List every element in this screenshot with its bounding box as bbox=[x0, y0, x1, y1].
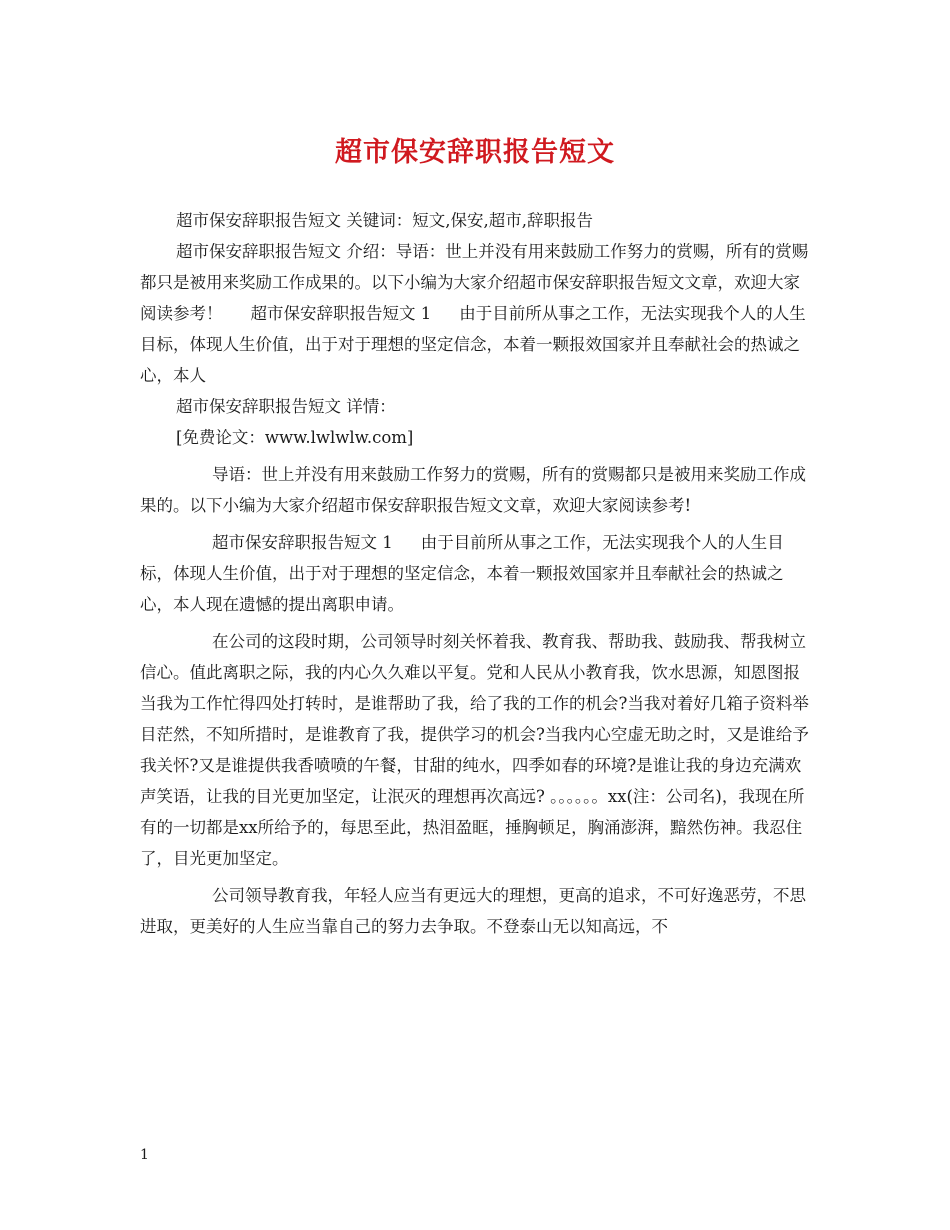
page-number: 1 bbox=[140, 1147, 149, 1163]
resignation-subtitle: 超市保安辞职报告短文 1 bbox=[212, 533, 393, 552]
paragraph-gratitude: 在公司的这段时期，公司领导时刻关怀着我、教育我、帮助我、鼓励我、帮我树立信心。值此离职之际，我的内心久久难以平复。党和人民从小教育我，饮水思源，知恩图报当我为工作忙得四处打转时，是谁帮助了我，给了我的工作的机会?当我对着好几箱子资料举目茫然，不知所措时，是谁教育了我，提供学习的机会?当我内心空虚无助之时，又是谁给予我关怀?又是谁提供我香喷喷的午餐，甘甜的纯水，四季如春的环境?是谁让我的身边充满欢声笑语，让我的目光更加坚定，让泯灭的理想再次高远? 。。。。。。xx(注：公司名)，我现在所有的一切都是xx所给予的，每思至此，热泪盈眶，捶胸顿足，胸涌澎湃，黯然伤神。我忍住了，目光更加坚定。 bbox=[140, 632, 809, 868]
detail-heading: 超市保安辞职报告短文 详情： bbox=[176, 397, 396, 416]
intro-paragraph bbox=[140, 236, 816, 391]
document-body bbox=[140, 205, 816, 942]
keywords-line: 超市保安辞职报告短文 关键词：短文,保安,超市,辞职报告 bbox=[176, 211, 593, 230]
intro-subtitle: 超市保安辞职报告短文 1 bbox=[250, 304, 432, 323]
document-title: 超市保安辞职报告短文 bbox=[335, 137, 615, 168]
intro-continuation: 由于目前所从事之工作，无法实现我个人的人生目标，体现人生价值，出于对于理想的坚定信念，本着一颗报效国家并且奉献社会的热诚之心，本人 bbox=[140, 304, 806, 385]
paragraph-intro: 导语：世上并没有用来鼓励工作努力的赏赐，所有的赏赐都只是被用来奖励工作成果的。以下小编为大家介绍超市保安辞职报告短文文章，欢迎大家阅读参考! bbox=[140, 465, 806, 515]
resignation-text: 由于目前所从事之工作，无法实现我个人的人生目标，体现人生价值，出于对于理想的坚定信念，本着一颗报效国家并且奉献社会的热诚之心，本人现在遗憾的提出离职申请。 bbox=[140, 533, 784, 614]
intro-text: 超市保安辞职报告短文 介绍：导语：世上并没有用来鼓励工作努力的赏赐，所有的赏赐都只是被用来奖励工作成果的。以下小编为大家介绍超市保安辞职报告短文文章，欢迎大家阅读参考！ bbox=[140, 242, 809, 323]
paragraph-education: 公司领导教育我，年轻人应当有更远大的理想，更高的追求，不可好逸恶劳，不思进取，更美好的人生应当靠自己的努力去争取。不登泰山无以知高远，不 bbox=[140, 886, 806, 936]
free-paper-link: [免费论文：www.lwlwlw.com] bbox=[176, 428, 414, 447]
paragraph-resignation bbox=[140, 527, 816, 620]
